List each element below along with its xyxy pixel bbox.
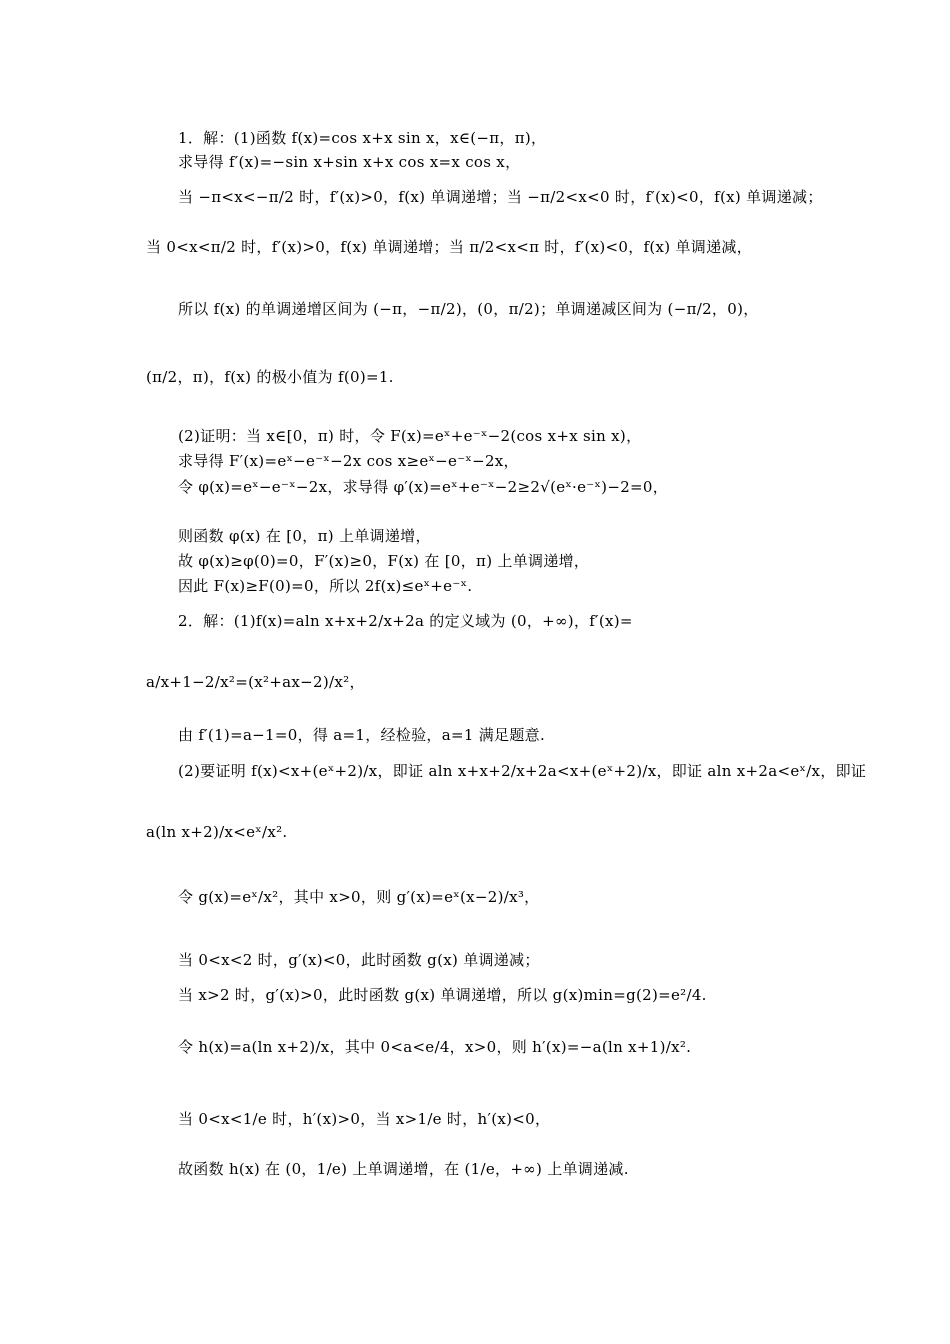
p2-check: 由 f′(1)=a−1=0，得 a=1，经检验，a=1 满足题意. (178, 726, 546, 744)
p2-proof-intro: (2)要证明 f(x)<x+(eˣ+2)/x，即证 aln x+x+2/x+2a<x+(eˣ+2)/x，即证 aln x+2a<eˣ/x，即证 (178, 762, 867, 780)
p1-proof-increasing: 则函数 φ(x) 在 [0，π) 上单调递增， (178, 527, 431, 545)
p1-proof-derivative: 求导得 F′(x)=eˣ−e⁻ˣ−2x cos x≥eˣ−e⁻ˣ−2x， (178, 452, 519, 470)
p2-h-sign: 当 0<x<1/e 时，h′(x)>0，当 x>1/e 时，h′(x)<0， (178, 1110, 551, 1128)
p2-intro: 2．解：(1)f(x)=aln x+x+2/x+2a 的定义域为 (0，+∞)，f′(x)= (178, 612, 633, 630)
p1-intervals: 所以 f(x) 的单调递增区间为 (−π，−π/2)，(0，π/2)；单调递减区间为 (−π/2，0)， (178, 300, 759, 318)
p1-monotonic-1: 当 −π<x<−π/2 时，f′(x)>0，f(x) 单调递增；当 −π/2<x<0 时，f′(x)<0，f(x) 单调递减； (178, 188, 823, 206)
p1-proof-conclusion: 因此 F(x)≥F(0)=0，所以 2f(x)≤eˣ+e⁻ˣ. (178, 577, 473, 595)
p2-proof-target: a(ln x+2)/x<eˣ/x². (146, 823, 288, 841)
p1-proof-F-increasing: 故 φ(x)≥φ(0)=0，F′(x)≥0，F(x) 在 [0，π) 上单调递增， (178, 552, 590, 570)
p1-intro: 1．解：(1)函数 f(x)=cos x+x sin x，x∈(−π，π)， (178, 129, 547, 147)
p2-h-conclusion: 故函数 h(x) 在 (0，1/e) 上单调递增，在 (1/e，+∞) 上单调递减. (178, 1160, 629, 1178)
p2-h-def: 令 h(x)=a(ln x+2)/x，其中 0<a<e/4，x>0，则 h′(x)=−a(ln x+1)/x². (178, 1038, 692, 1056)
p1-monotonic-2: 当 0<x<π/2 时，f′(x)>0，f(x) 单调递增；当 π/2<x<π 时，f′(x)<0，f(x) 单调递减， (146, 238, 753, 256)
p1-derivative: 求导得 f′(x)=−sin x+sin x+x cos x=x cos x， (178, 153, 521, 171)
p1-minimum: (π/2，π)，f(x) 的极小值为 f(0)=1. (146, 368, 394, 386)
p2-derivative: a/x+1−2/x²=(x²+ax−2)/x²， (146, 673, 365, 691)
p2-g-def: 令 g(x)=eˣ/x²，其中 x>0，则 g′(x)=eˣ(x−2)/x³， (178, 888, 540, 906)
p2-g-increasing: 当 x>2 时，g′(x)>0，此时函数 g(x) 单调递增，所以 g(x)min=g(2)=e²/4. (178, 986, 707, 1004)
p1-proof-intro: (2)证明：当 x∈[0，π) 时，令 F(x)=eˣ+e⁻ˣ−2(cos x+x sin x)， (178, 427, 642, 445)
p1-proof-phi: 令 φ(x)=eˣ−e⁻ˣ−2x，求导得 φ′(x)=eˣ+e⁻ˣ−2≥2√(eˣ·e⁻ˣ)−2=0， (178, 478, 669, 496)
p2-g-decreasing: 当 0<x<2 时，g′(x)<0，此时函数 g(x) 单调递减； (178, 951, 540, 969)
